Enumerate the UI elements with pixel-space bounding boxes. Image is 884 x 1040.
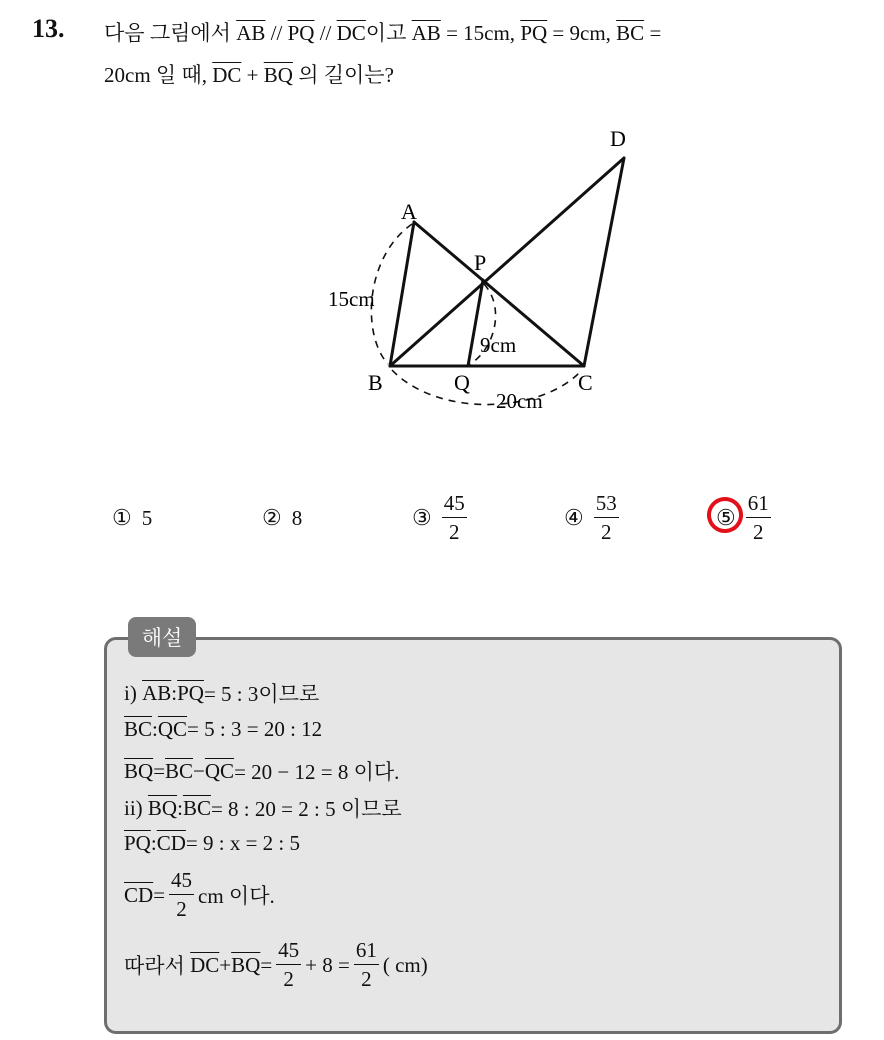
question-number: 13. <box>32 14 65 43</box>
fraction <box>169 870 194 920</box>
segment-bq: $\overline{BQ}$ <box>263 63 293 87</box>
choice-2[interactable] <box>262 488 302 548</box>
choice-number-2: ② <box>262 505 282 530</box>
segment-qc: $\overline{QC}$ <box>204 758 235 783</box>
segment-pq: $\overline{PQ}$ <box>177 680 204 705</box>
text: = <box>260 952 273 977</box>
equals-sign: = <box>644 21 662 45</box>
length-label-bc: 20cm <box>496 389 543 413</box>
segment-bc: $\overline{BC}$ <box>616 21 645 45</box>
segment-pq: $\overline{PQ}$ <box>520 21 548 45</box>
denominator: 2 <box>176 897 187 921</box>
denominator: 2 <box>283 967 294 991</box>
geometry-figure <box>300 118 660 418</box>
segment-bq: $\overline{BQ}$ <box>231 952 261 977</box>
text: : <box>152 717 158 741</box>
numerator: 53 <box>594 493 619 518</box>
point-label-a: A <box>401 199 417 224</box>
parallel-symbol: // <box>265 21 288 45</box>
denominator: 2 <box>752 520 764 544</box>
choice-number-3: ③ <box>412 505 432 530</box>
text: cm 이다. <box>198 884 275 908</box>
choice-4[interactable] <box>564 488 619 548</box>
text: ( cm) <box>382 952 428 977</box>
segment-ab: $\overline{AB}$ <box>236 21 266 45</box>
choice-fraction-4 <box>594 493 619 543</box>
segment-ab: $\overline{AB}$ <box>142 680 172 705</box>
choice-5[interactable] <box>716 488 771 548</box>
length-label-pq: 9cm <box>480 333 517 357</box>
text: − <box>193 758 205 783</box>
choice-fraction-5 <box>746 493 771 543</box>
numerator: 61 <box>354 940 379 965</box>
question-text: 이고 <box>365 21 412 45</box>
choice-number-1: ① <box>112 505 132 530</box>
solution-line-6 <box>124 870 275 920</box>
text: = 5 : 3 = 20 : 12 <box>187 717 323 741</box>
question-text: 20cm 일 때, <box>104 63 213 87</box>
text: = <box>153 758 166 783</box>
solution-line-1 <box>124 678 319 708</box>
text: = 20 − 12 = 8 이다. <box>234 760 400 784</box>
dashed-arc-bc <box>392 370 582 405</box>
text: : <box>150 831 157 855</box>
segment-bc: $\overline{BC}$ <box>165 758 194 783</box>
segment-qc: $\overline{QC}$ <box>157 717 188 741</box>
choice-1[interactable] <box>112 488 152 548</box>
segment-bc: $\overline{BC}$ <box>124 717 153 741</box>
parallel-symbol: // <box>314 21 337 45</box>
segment-dc: $\overline{DC}$ <box>190 952 220 977</box>
segment-dc: $\overline{DC}$ <box>336 21 366 45</box>
question-text: 다음 그림에서 <box>104 21 237 45</box>
segment-pq: $\overline{PQ}$ <box>287 21 315 45</box>
point-label-p: P <box>474 250 487 275</box>
segment-cd: $\overline{CD}$ <box>124 882 154 907</box>
solution-line-4 <box>124 793 402 823</box>
point-label-b: B <box>368 370 383 395</box>
text: + 8 = <box>305 952 350 977</box>
numerator: 45 <box>169 870 194 895</box>
question-text-line-1 <box>104 17 661 47</box>
choice-number-4: ④ <box>564 505 584 530</box>
fraction <box>354 940 379 990</box>
numerator: 45 <box>442 493 467 518</box>
solution-tag: 해설 <box>128 617 196 657</box>
text: ii) <box>124 795 143 820</box>
choice-value-1: 5 <box>141 505 153 530</box>
text: = 8 : 20 = 2 : 5 이므로 <box>210 797 402 821</box>
choice-fraction-3 <box>442 493 467 543</box>
choice-number-5-marked: ⑤ <box>716 505 736 530</box>
question-text: 의 길이는? <box>292 63 394 87</box>
text: = <box>153 882 166 907</box>
segment-dc: $\overline{DC}$ <box>212 63 242 87</box>
point-label-q: Q <box>454 370 470 395</box>
length-ab-text: = 15cm, <box>440 21 521 45</box>
segment-ab: $\overline{AB}$ <box>411 21 441 45</box>
segment-bq: $\overline{BQ}$ <box>147 795 178 820</box>
solution-line-5 <box>124 831 300 856</box>
text: = 9 : x = 2 : 5 <box>185 831 300 855</box>
solution-line-3 <box>124 756 399 786</box>
segment-cd: $\overline{CD}$ <box>156 831 186 855</box>
choice-value-2: 8 <box>291 505 303 530</box>
solution-line-7 <box>124 940 428 990</box>
numerator: 61 <box>746 493 771 518</box>
plus-sign: + <box>241 63 264 87</box>
text: : <box>177 795 183 820</box>
point-label-c: C <box>578 370 593 395</box>
choice-3[interactable] <box>412 488 467 548</box>
text: i) <box>124 680 137 705</box>
text: 따라서 <box>124 954 185 978</box>
numerator: 45 <box>276 940 301 965</box>
denominator: 2 <box>448 520 460 544</box>
question-text-line-2 <box>104 59 394 89</box>
segment-bq: $\overline{BQ}$ <box>124 758 154 783</box>
text: : <box>171 680 178 705</box>
fraction <box>276 940 301 990</box>
solution-line-2 <box>124 717 322 742</box>
segment-bc: $\overline{BC}$ <box>182 795 211 820</box>
denominator: 2 <box>600 520 612 544</box>
length-label-ab: 15cm <box>328 287 375 311</box>
length-pq-text: = 9cm, <box>547 21 617 45</box>
text: = 5 : 3이므로 <box>203 682 320 706</box>
dashed-arc-ab <box>371 224 412 364</box>
segment-pq: $\overline{PQ}$ <box>124 831 151 855</box>
text: + <box>219 952 232 977</box>
point-label-d: D <box>610 126 626 151</box>
denominator: 2 <box>361 967 372 991</box>
segment-ab-line <box>390 222 414 366</box>
